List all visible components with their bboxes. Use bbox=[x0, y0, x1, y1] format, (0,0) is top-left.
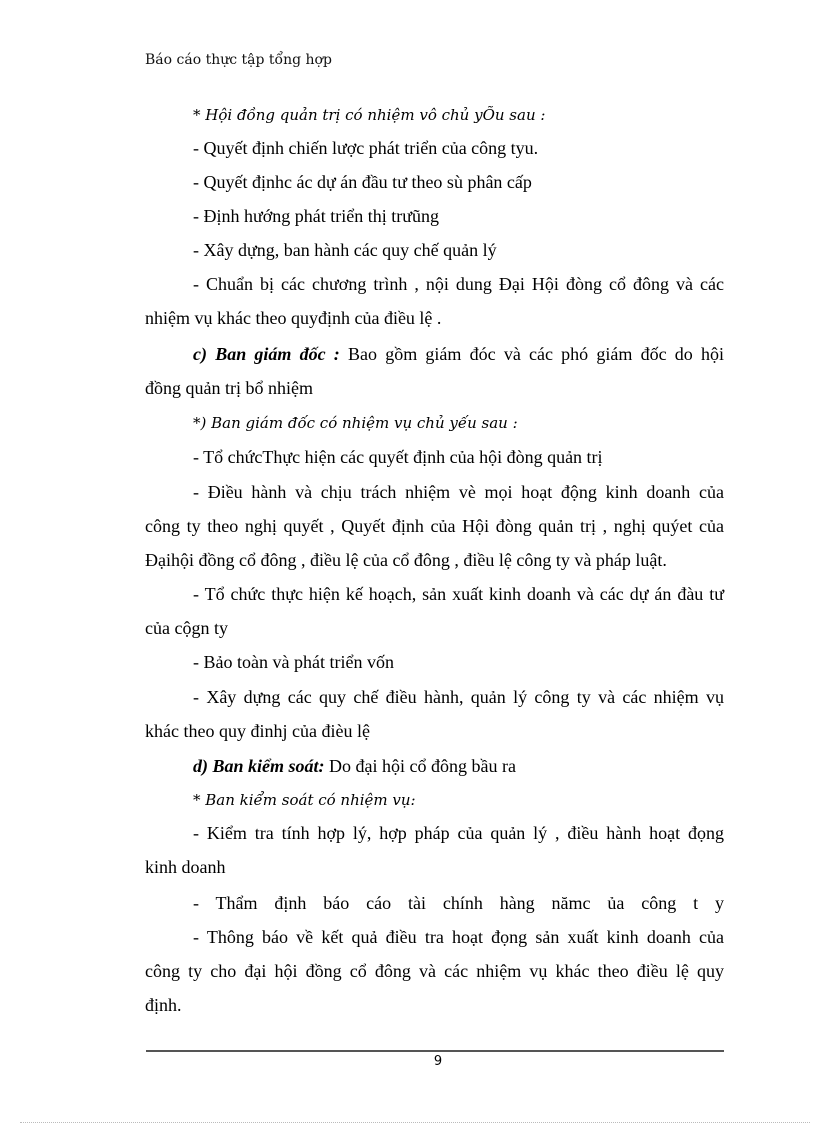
paragraph-line: công ty theo nghị quyết , Quyết định của Hội đòng quản trị , nghị quýet của bbox=[145, 516, 724, 536]
paragraph-line: kinh doanh bbox=[145, 857, 226, 877]
section-heading-c bbox=[193, 338, 724, 371]
italic-subheading: * Hội đồng quản trị có nhiệm vô chủ yÕu sau : bbox=[193, 106, 546, 124]
bullet-line: - Bảo toàn và phát triển vốn bbox=[193, 652, 394, 672]
bullet-line: - Điều hành và chịu trách nhiệm vè mọi hoạt động kinh doanh của bbox=[193, 482, 724, 502]
italic-subheading: *) Ban giám đốc có nhiệm vụ chủ yếu sau : bbox=[193, 414, 518, 432]
bullet-line: - Quyết địnhc ác dự án đầu tư theo sù phân cấp bbox=[193, 172, 532, 192]
section-label: d) Ban kiểm soát: bbox=[193, 756, 325, 776]
paragraph-line: công ty cho đại hội đồng cổ đông và các nhiệm vụ khác theo điều lệ quy bbox=[145, 961, 724, 981]
bullet-line: - Kiểm tra tính hợp lý, hợp pháp của quản lý , điều hành hoạt đọng bbox=[193, 823, 724, 843]
bullet-line: - Thông báo về kết quả điều tra hoạt đọng sản xuất kinh doanh của bbox=[193, 927, 724, 947]
bullet-line: - Định hướng phát triển thị trưũng bbox=[193, 206, 439, 226]
paragraph-line: nhiệm vụ khác theo quyđịnh của điều lệ . bbox=[145, 308, 442, 328]
footer-divider bbox=[146, 1050, 724, 1052]
bullet-line: - Tổ chứcThực hiện các quyết định của hội đòng quản trị bbox=[193, 447, 603, 467]
bullet-line: - Quyết định chiến lược phát triển của công tyu. bbox=[193, 138, 539, 158]
section-text: Bao gồm giám đóc và các phó giám đốc do hội bbox=[339, 344, 724, 364]
section-heading-d bbox=[193, 750, 724, 783]
page-number: 9 bbox=[433, 1054, 443, 1069]
paragraph-line: đồng quản trị bổ nhiệm bbox=[145, 378, 313, 398]
bullet-line: - Chuẩn bị các chương trình , nội dung Đại Hội đòng cổ đông và các bbox=[193, 274, 724, 294]
bullet-line: - Tổ chức thực hiện kế hoạch, sản xuất kinh doanh và các dự án đàu tư bbox=[193, 584, 724, 604]
bullet-line: - Thẩm định báo cáo tài chính hàng nămc ủa công t y bbox=[193, 893, 724, 913]
paragraph-line: Đạihội đồng cổ đông , điều lệ của cổ đông , điều lệ công ty và pháp luật. bbox=[145, 550, 667, 570]
section-text: Do đại hội cổ đông bầu ra bbox=[324, 756, 516, 776]
running-header: Báo cáo thực tập tổng hợp bbox=[145, 52, 332, 68]
paragraph-line: định. bbox=[145, 995, 182, 1015]
section-label: c) Ban giám đốc : bbox=[193, 344, 340, 364]
bullet-line: - Xây dựng các quy chế điều hành, quản lý công ty và các nhiệm vụ bbox=[193, 687, 724, 707]
bullet-line: - Xây dựng, ban hành các quy chế quản lý bbox=[193, 240, 497, 260]
paragraph-line: của cộgn ty bbox=[145, 618, 228, 638]
italic-subheading: * Ban kiểm soát có nhiệm vụ: bbox=[193, 791, 416, 809]
paragraph-line: khác theo quy đinhj của đièu lệ bbox=[145, 721, 370, 741]
